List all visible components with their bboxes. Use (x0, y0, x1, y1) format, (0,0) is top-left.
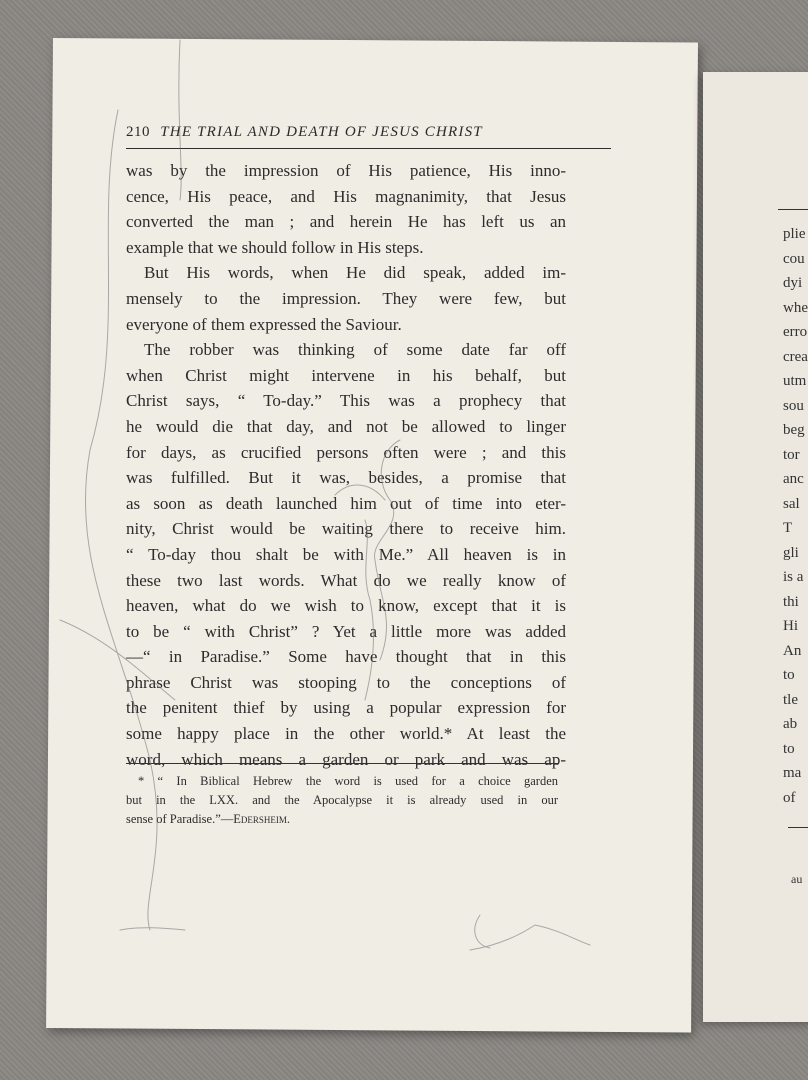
right-page-fragment: to (783, 667, 795, 683)
text-line: mensely to the impression. They were few, but (126, 288, 566, 308)
text-line: the penitent thief by using a popular expression for (126, 698, 566, 718)
text-line: Christ says, “ To-day.” This was a prophecy that (126, 391, 566, 411)
right-page-fragment: sal (783, 495, 800, 512)
text-line: “ To-day thou shalt be with Me.” All heaven is in (126, 544, 566, 564)
right-page-fragment: tor (783, 446, 800, 463)
text-line: But His words, when He did speak, added im- (144, 263, 566, 283)
text-line: —“ in Paradise.” Some have thought that in this (126, 647, 566, 667)
text-line: example that we should follow in His steps. (126, 237, 424, 257)
header-rule (126, 148, 611, 149)
right-page-fragment: to (783, 740, 795, 757)
right-page-fragment: plie (783, 226, 806, 242)
right-page-footnote-fragment: au (791, 872, 803, 886)
footnote-line: * “ In Biblical Hebrew the word is used for a choice garden (138, 774, 558, 788)
text-line: was by the impression of His patience, His inno- (126, 161, 566, 180)
footnote-rule (126, 763, 558, 764)
footnote-line: but in the LXX. and the Apocalypse it is already used in our (126, 793, 558, 807)
text-line: phrase Christ was stooping to the conceptions of (126, 672, 566, 692)
body-text (126, 158, 566, 772)
right-book-page (703, 72, 808, 1022)
right-page-fragment: gli (783, 544, 799, 561)
footnote-attribution: Edersheim. (233, 812, 291, 826)
page-number: 210 (126, 124, 150, 140)
text-line: cence, His peace, and His magnanimity, that Jesus (126, 186, 566, 206)
right-page-fragment: cou (783, 250, 805, 267)
right-page-footnote-rule (788, 827, 808, 828)
right-page-fragment: beg (783, 422, 805, 438)
footnote-line (126, 810, 558, 829)
text-line: as soon as death launched him out of time into eter- (126, 493, 566, 513)
text-line: he would die that day, and not be allowed to linger (126, 416, 566, 436)
text-line: for days, as crucified persons often were ; and this (126, 442, 566, 462)
right-page-fragment: of (783, 789, 796, 806)
right-page-fragment: thi (783, 593, 799, 610)
right-page-fragment: sou (783, 397, 804, 414)
right-page-fragment: Hi (783, 618, 798, 634)
text-line: word, which means a garden or park and was ap- (126, 749, 566, 769)
footnote-line-text: sense of Paradise.”— (126, 812, 234, 826)
text-line: when Christ might intervene in his behalf, but (126, 365, 566, 385)
text-line: converted the man ; and herein He has left us an (126, 212, 566, 232)
running-head (126, 124, 606, 141)
right-page-fragment: ab (783, 716, 798, 732)
footnote (126, 772, 558, 829)
right-page-fragment: T (783, 520, 793, 536)
right-page-fragment: tle (783, 691, 798, 708)
text-line: heaven, what do we wish to know, except that it is (126, 596, 566, 616)
right-page-fragment: utm (783, 373, 807, 389)
text-line: to be “ with Christ” ? Yet a little more was added (126, 621, 566, 641)
right-page-fragment: dyi (783, 275, 803, 291)
right-page-fragment: ma (783, 765, 802, 781)
text-line: some happy place in the other world.* At least the (126, 724, 566, 744)
running-title: THE TRIAL AND DEATH OF JESUS CHRIST (160, 124, 483, 140)
right-page-fragment: erro (783, 324, 808, 340)
right-page-fragment: An (783, 642, 802, 659)
right-page-rule (778, 209, 808, 210)
text-line: was fulfilled. But it was, besides, a promise that (126, 468, 566, 488)
right-page-text-fragments (783, 222, 808, 810)
text-line: these two last words. What do we really know of (126, 570, 566, 590)
right-page-fragment: is a (783, 569, 804, 585)
text-line: nity, Christ would be waiting there to receive him. (126, 519, 566, 539)
text-line: everyone of them expressed the Saviour. (126, 314, 402, 334)
right-page-fragment: crea (783, 348, 808, 365)
right-page-fragment: whe (783, 299, 808, 316)
right-page-fragment: anc (783, 471, 804, 487)
text-line: The robber was thinking of some date far off (144, 340, 566, 360)
